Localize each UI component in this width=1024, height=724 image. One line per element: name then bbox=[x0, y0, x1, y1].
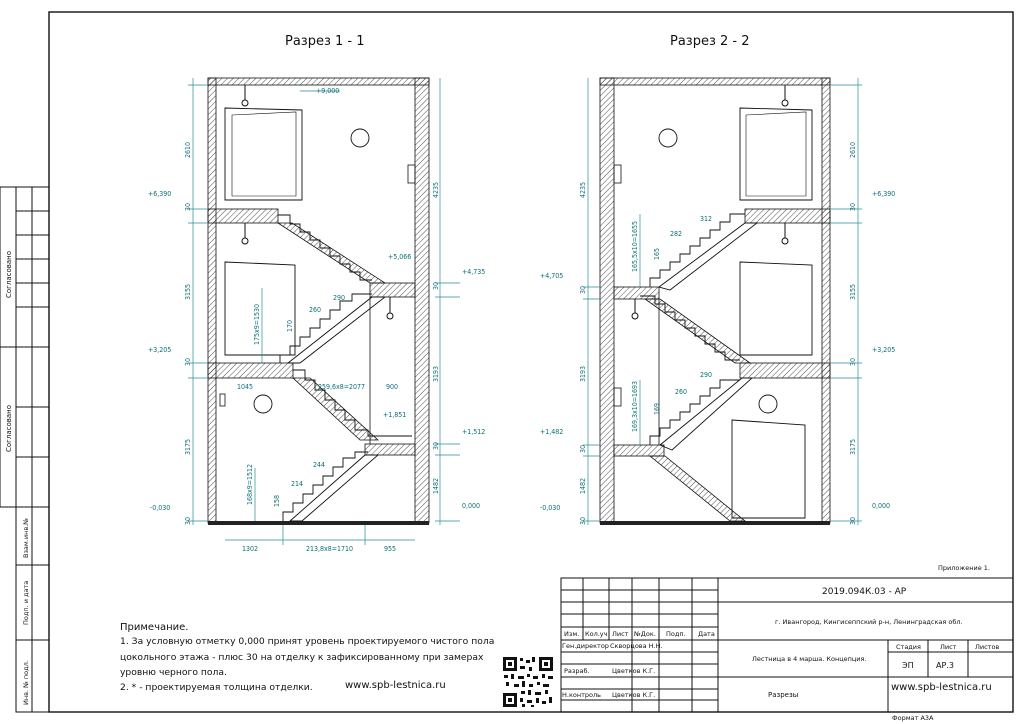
s2-dim-4235: 4235 bbox=[579, 181, 587, 198]
s1-dim-1482: 1482 bbox=[432, 477, 440, 494]
tb-person-3: Цветков К.Г. bbox=[612, 691, 656, 699]
notes-line-2: цокольного этажа - плюс 30 на отделку к зафиксированному при замерах bbox=[120, 652, 484, 663]
tb-col-koluch: Кол.уч bbox=[585, 630, 608, 638]
s2-dim-165x10: 165,5х10=1655 bbox=[631, 220, 639, 272]
s2-dim-169x10: 169,3х10=1693 bbox=[631, 380, 639, 432]
tb-col-izm: Изм. bbox=[564, 630, 580, 638]
s1-dim-213x8: 213,8х8=1710 bbox=[306, 545, 354, 553]
s1-dim-214: 214 bbox=[291, 480, 304, 488]
side-agreed-2: Согласовано bbox=[5, 404, 13, 452]
tb-sheet-header: Лист bbox=[940, 643, 957, 651]
s1-level-1512: +1,512 bbox=[462, 428, 486, 436]
notes-line-3: уровню черного пола. bbox=[120, 667, 227, 678]
s2-level-m0030: -0,030 bbox=[540, 504, 561, 512]
s2-dim-1482: 1482 bbox=[579, 477, 587, 494]
s2-dim-30b: 30 bbox=[579, 444, 587, 453]
s1-level-5066: +5,066 bbox=[388, 253, 412, 261]
tb-project: Лестница в 4 марша. Концепция. bbox=[752, 655, 867, 663]
notes-line-1: 1. За условную отметку 0,000 принят уровень проектируемого чистого пола bbox=[120, 636, 495, 647]
section1-title: Разрез 1 - 1 bbox=[285, 34, 365, 49]
tb-sheet: АР.3 bbox=[936, 661, 954, 670]
s1-dim-30e: 30 bbox=[432, 441, 440, 450]
section2-title: Разрез 2 - 2 bbox=[670, 34, 750, 49]
s2-dim-169: 169 bbox=[653, 402, 661, 415]
tb-format: Формат А3А bbox=[892, 714, 934, 722]
s1-dim-30c: 30 bbox=[184, 516, 192, 525]
s2-dim-30c: 30 bbox=[579, 516, 587, 525]
tb-col-date: Дата bbox=[698, 630, 715, 638]
s2-level-6390: +6,390 bbox=[872, 190, 896, 198]
tb-website: www.spb-lestnica.ru bbox=[891, 682, 992, 693]
s1-dim-3193: 3193 bbox=[432, 365, 440, 382]
tb-sheets-header: Листов bbox=[975, 643, 1000, 651]
appendix-label: Приложение 1. bbox=[938, 564, 990, 572]
s2-level-4705: +4,705 bbox=[540, 272, 564, 280]
s1-dim-900: 900 bbox=[386, 383, 399, 391]
s1-dim-170: 170 bbox=[286, 319, 294, 332]
sheet-frame bbox=[49, 12, 1013, 712]
s1-dim-260: 260 bbox=[309, 306, 322, 314]
s1-dim-30a: 30 bbox=[184, 202, 192, 211]
s2-dim-3193: 3193 bbox=[579, 365, 587, 382]
s1-level-9000: +9,000 bbox=[316, 87, 340, 95]
s1-level-6390: +6,390 bbox=[148, 190, 172, 198]
s1-dim-30b: 30 bbox=[184, 357, 192, 366]
s1-dim-259: 259,6х8=2077 bbox=[318, 383, 366, 391]
tb-col-sign: Подп. bbox=[666, 630, 686, 638]
s2-dim-3155: 3155 bbox=[849, 283, 857, 300]
side-sign-date: Подп. и дата bbox=[22, 580, 30, 625]
tb-role-3: Н.контроль bbox=[562, 691, 601, 699]
tb-role-2: Разраб. bbox=[564, 667, 590, 675]
s2-dim-290: 290 bbox=[700, 371, 713, 379]
s2-dim-30d: 30 bbox=[849, 202, 857, 211]
tb-stage: ЭП bbox=[902, 661, 914, 670]
side-inv-orig: Инв. № подл. bbox=[22, 660, 30, 705]
notes-heading: Примечание. bbox=[120, 622, 189, 633]
s1-dim-168x9: 168x9=1512 bbox=[246, 463, 254, 505]
section2-drawing bbox=[600, 78, 830, 525]
section2-dimensions bbox=[583, 78, 862, 525]
tb-drawing-name: Разрезы bbox=[768, 691, 799, 699]
s1-dim-4235: 4235 bbox=[432, 181, 440, 198]
s1-dim-244: 244 bbox=[313, 461, 326, 469]
tb-person-2: Цветков К.Г. bbox=[612, 667, 656, 675]
s1-dim-1302: 1302 bbox=[242, 545, 259, 553]
s1-level-m0030: -0,030 bbox=[150, 504, 171, 512]
tb-person-1: Скворцова Н.Н. bbox=[610, 642, 663, 650]
s1-level-0000: 0,000 bbox=[462, 502, 481, 510]
website-link[interactable]: www.spb-lestnica.ru bbox=[345, 680, 446, 691]
s1-level-3205: +3,205 bbox=[148, 346, 172, 354]
s2-dim-30a: 30 bbox=[579, 285, 587, 294]
tb-role-1: Ген.директор bbox=[562, 642, 609, 650]
tb-col-list: Лист bbox=[612, 630, 629, 638]
s2-level-0000: 0,000 bbox=[872, 502, 891, 510]
s1-dim-158: 158 bbox=[273, 494, 281, 507]
s1-dim-1045: 1045 bbox=[237, 383, 254, 391]
s2-dim-312: 312 bbox=[700, 215, 713, 223]
section1-drawing bbox=[208, 78, 429, 525]
s1-dim-2610: 2610 bbox=[184, 141, 192, 158]
s2-dim-260: 260 bbox=[675, 388, 688, 396]
tb-code: 2019.094К.03 - АР bbox=[822, 587, 907, 597]
s2-dim-165: 165 bbox=[653, 247, 661, 260]
s1-dim-30d: 30 bbox=[432, 281, 440, 290]
s2-level-3205: +3,205 bbox=[872, 346, 896, 354]
s2-dim-30f: 30 bbox=[849, 516, 857, 525]
side-inv-replace: Взам.инв.№ bbox=[22, 518, 30, 558]
tb-col-doc: №Док. bbox=[634, 630, 656, 638]
s2-dim-282: 282 bbox=[670, 230, 683, 238]
notes-line-4: 2. * - проектируемая толщина отделки. bbox=[120, 682, 313, 693]
s2-dim-3175: 3175 bbox=[849, 438, 857, 455]
tb-stage-header: Стадия bbox=[896, 643, 921, 651]
s2-level-1482: +1,482 bbox=[540, 428, 564, 436]
s1-dim-955: 955 bbox=[384, 545, 397, 553]
s1-dim-3155: 3155 bbox=[184, 283, 192, 300]
s2-dim-30e: 30 bbox=[849, 357, 857, 366]
s1-level-1851: +1,851 bbox=[383, 411, 407, 419]
s1-dim-3175: 3175 bbox=[184, 438, 192, 455]
tb-location: г. Ивангород, Кингисеппский р-н, Ленинградская обл. bbox=[775, 618, 963, 626]
s2-dim-2610: 2610 bbox=[849, 141, 857, 158]
s1-dim-290: 290 bbox=[333, 294, 346, 302]
qr-code bbox=[503, 657, 553, 707]
s1-level-4735: +4,735 bbox=[462, 268, 486, 276]
side-agreed-1: Согласовано bbox=[5, 250, 13, 298]
s1-dim-175x9: 175x9=1530 bbox=[253, 303, 261, 345]
